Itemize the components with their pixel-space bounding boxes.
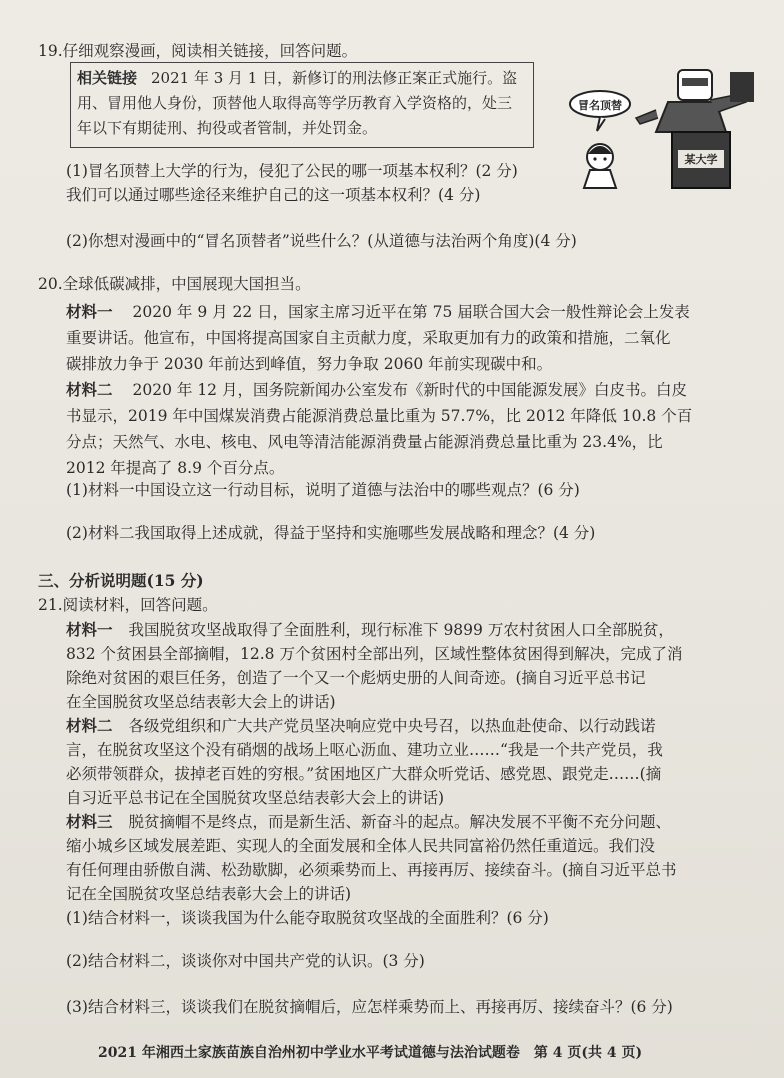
q20-m2-label: 材料二 [66,380,113,399]
q19-sub2: (2)你想对漫画中的“冒名顶替者”说些什么？(从道德与法治两个角度)(4 分) [66,232,577,250]
q21-m3-line1: 材料三 脱贫摘帽不是终点，而是新生活、新奋斗的起点。解决发展不平衡不充分问题、 [66,812,672,831]
q20-m1-label: 材料一 [66,302,113,321]
q20-sub1: (1)材料一中国设立这一行动目标，说明了道德与法治中的哪些观点？(6 分) [66,481,580,499]
q20-title: 20.全球低碳减排，中国展现大国担当。 [38,275,311,293]
section3-title: 三、分析说明题(15 分) [38,571,204,590]
q21-m1-line2: 832 个贫困县全部摘帽，12.8 万个贫困村全部出列，区域性整体贫困得到解决，完成了消 [66,645,683,663]
impostor-figure [636,70,754,132]
q21-sub1: (1)结合材料一，谈谈我国为什么能夺取脱贫攻坚战的全面胜利？(6 分) [66,909,549,927]
q19-link-line-3: 年以下有期徒刑、拘役或者管制，并处罚金。 [77,119,378,137]
q21-m1-label: 材料一 [66,620,113,639]
q20-m1-line1: 材料一 2020 年 9 月 22 日，国家主席习近平在第 75 届联合国大会一般性辩论会上发表 [66,302,690,321]
student-figure [584,144,616,188]
page-footer: 2021 年湘西土家族苗族自治州初中学业水平考试道德与法治试题卷 第 4 页(共 4 页) [98,1045,643,1061]
q21-title: 21.阅读材料，回答问题。 [38,596,218,614]
q20-sub2: (2)材料二我国取得上述成就，得益于坚持和实施哪些发展战略和理念？(4 分) [66,524,596,542]
q21-sub2: (2)结合材料二，谈谈你对中国共产党的认识。(3 分) [66,952,425,970]
university-box-label: 某大学 [684,153,718,166]
q21-m2-line1: 材料二 各级党组织和广大共产党员坚决响应党中央号召，以热血赴使命、以行动践诺 [66,716,656,735]
q20-m2-line2: 书显示，2019 年中国煤炭消费占能源消费总量比重为 57.7%，比 2012 年降低 10.8 个百 [66,407,693,425]
q21-sub3: (3)结合材料三，谈谈我们在脱贫摘帽后，应怎样乘势而上、再接再厉、接续奋斗？(6 分) [66,998,673,1016]
q19-sub1-line1: (1)冒名顶替上大学的行为，侵犯了公民的哪一项基本权利？(2 分) [66,162,518,180]
q21-m1-line3: 除绝对贫困的艰巨任务，创造了一个又一个彪炳史册的人间奇迹。(摘自习近平总书记 [66,669,646,687]
q19-link-label: 相关链接 [77,69,138,87]
q21-m2-line2: 言，在脱贫攻坚这个没有硝烟的战场上呕心沥血、建功立业……“我是一个共产党员，我 [66,741,663,759]
q21-m2-label: 材料二 [66,716,113,735]
q20-m2-line3: 分点；天然气、水电、核电、风电等清洁能源消费量占能源消费总量比重为 23.4%，比 [66,433,663,451]
q20-m1-line2: 重要讲话。他宣布，中国将提高国家自主贡献力度，采取更加有力的政策和措施，二氧化 [66,329,671,347]
q21-m3-label: 材料三 [66,812,113,831]
speech-sign-text: 冒名顶替 [578,99,622,112]
speech-sign [570,91,630,131]
q19-link-line-2: 用、冒用他人身份，顶替他人取得高等学历教育入学资格的，处三 [77,94,513,112]
q20-m2-line4: 2012 年提高了 8.9 个百分点。 [66,459,285,477]
q21-m1-line4: 在全国脱贫攻坚总结表彰大会上的讲话) [66,693,336,711]
q21-m3-line2: 缩小城乡区域发展差距、实现人的全面发展和全体人民共同富裕仍然任重道远。我们没 [66,837,656,855]
impostor-cartoon [560,62,760,192]
q21-m3-line3: 有任何理由骄傲自满、松劲歇脚，必须乘势而上、再接再厉、接续奋斗。(摘自习近平总书 [66,861,677,879]
q21-m2-line4: 自习近平总书记在全国脱贫攻坚总结表彰大会上的讲话) [66,789,445,807]
q19-related-link-box [70,62,534,148]
q19-title: 19.仔细观察漫画，阅读相关链接，回答问题。 [38,42,358,60]
q21-m3-line4: 记在全国脱贫攻坚总结表彰大会上的讲话) [66,885,352,903]
q20-m2-line1: 材料二 2020 年 12 月，国务院新闻办公室发布《新时代的中国能源发展》白皮书。白皮 [66,380,687,399]
q19-link-line-1: 相关链接 2021 年 3 月 1 日，新修订的刑法修正案正式施行。盗 [77,69,518,87]
q20-m1-line3: 碳排放力争于 2030 年前达到峰值，努力争取 2060 年前实现碳中和。 [66,355,553,373]
q19-sub1-line2: 我们可以通过哪些途径来维护自己的这一项基本权利？(4 分) [66,186,481,204]
q21-m1-line1: 材料一 我国脱贫攻坚战取得了全面胜利，现行标准下 9899 万农村贫困人口全部脱贫， [66,620,674,639]
q21-m2-line3: 必须带领群众，拔掉老百姓的穷根。”贫困地区广大群众听党话、感党恩、跟党走……(摘 [66,765,662,783]
university-box [672,132,730,188]
